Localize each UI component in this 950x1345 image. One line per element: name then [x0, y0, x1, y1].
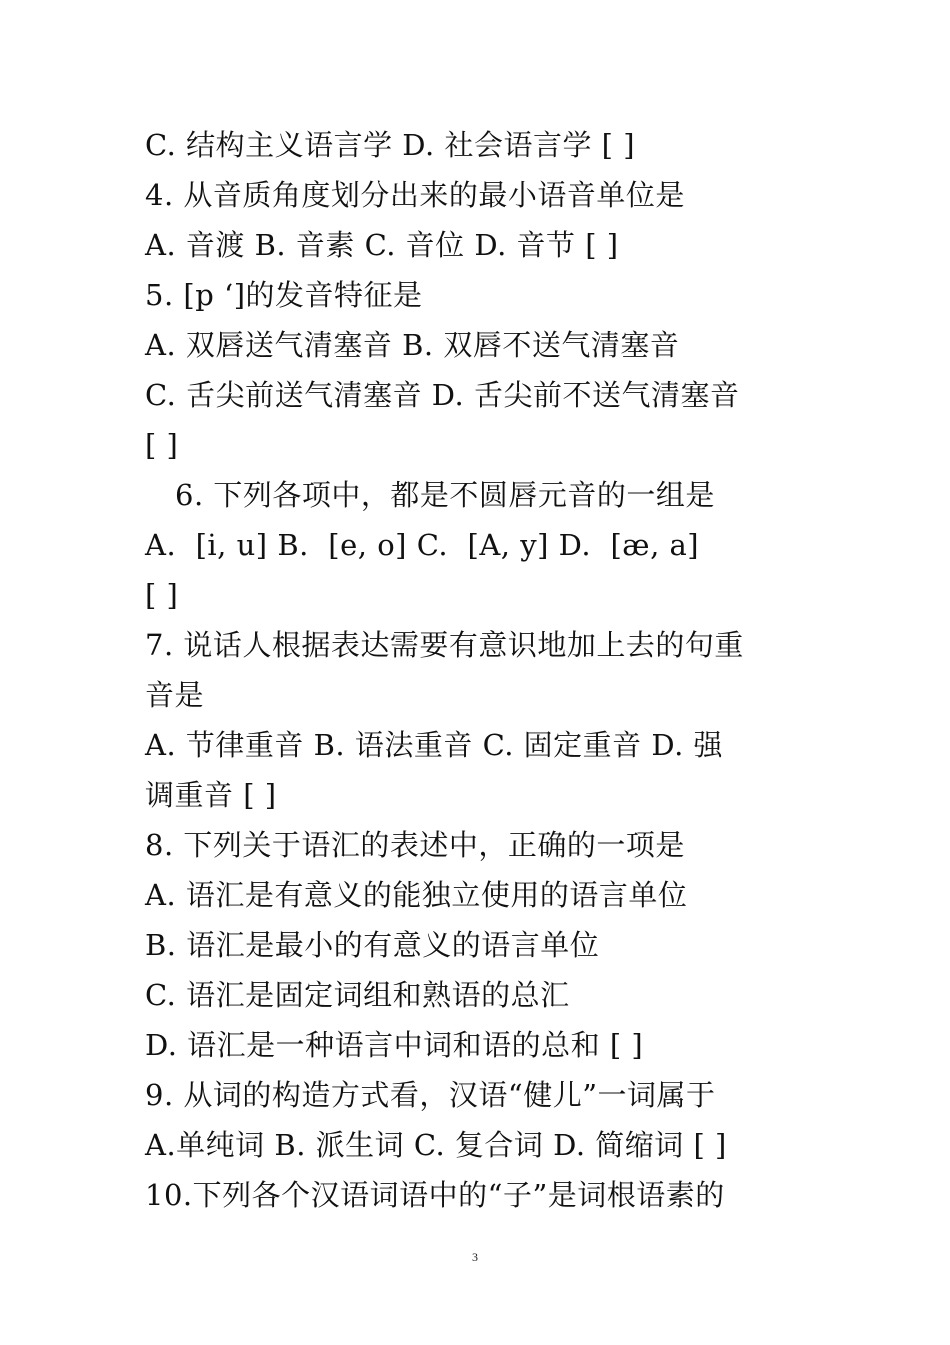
question-4-options: A. 音渡 B. 音素 C. 音位 D. 音节 [ ] — [145, 228, 619, 262]
question-10-stem: 10.下列各个汉语词语中的“子”是词根语素的 — [145, 1178, 725, 1212]
question-5-options: C. 舌尖前送气清塞音 D. 舌尖前不送气清塞音 — [145, 378, 740, 412]
question-7-stem: 音是 — [145, 678, 205, 712]
question-8-option-c: C. 语汇是固定词组和熟语的总汇 — [145, 978, 570, 1012]
question-6-stem: 6. 下列各项中，都是不圆唇元音的一组是 — [175, 478, 715, 512]
question-7-stem: 7. 说话人根据表达需要有意识地加上去的句重 — [145, 628, 744, 662]
answer-bracket: [ ] — [145, 428, 179, 462]
question-9-options: A.单纯词 B. 派生词 C. 复合词 D. 简缩词 [ ] — [145, 1128, 727, 1162]
question-8-stem: 8. 下列关于语汇的表述中，正确的一项是 — [145, 828, 685, 862]
question-9-stem: 9. 从词的构造方式看，汉语“健儿”一词属于 — [145, 1078, 716, 1112]
question-7-options: A. 节律重音 B. 语法重音 C. 固定重音 D. 强 — [145, 728, 724, 762]
question-5-stem: 5. [p ‘]的发音特征是 — [145, 278, 423, 312]
question-8-option-a: A. 语汇是有意义的能独立使用的语言单位 — [145, 878, 688, 912]
question-text-block — [145, 120, 825, 1220]
question-8-option-d: D. 语汇是一种语言中词和语的总和 [ ] — [145, 1028, 644, 1062]
question-6-options: A. [i, u] B. [e, o] C. [A, y] D. [æ, a] — [145, 528, 700, 562]
question-7-options: 调重音 [ ] — [145, 778, 277, 812]
question-5-options: A. 双唇送气清塞音 B. 双唇不送气清塞音 — [145, 328, 680, 362]
question-8-option-b: B. 语汇是最小的有意义的语言单位 — [145, 928, 600, 962]
question-4-stem: 4. 从音质角度划分出来的最小语音单位是 — [145, 178, 685, 212]
answer-bracket: [ ] — [145, 578, 179, 612]
page-number: 3 — [472, 1250, 478, 1264]
text-line: C. 结构主义语言学 D. 社会语言学 [ ] — [145, 128, 636, 162]
